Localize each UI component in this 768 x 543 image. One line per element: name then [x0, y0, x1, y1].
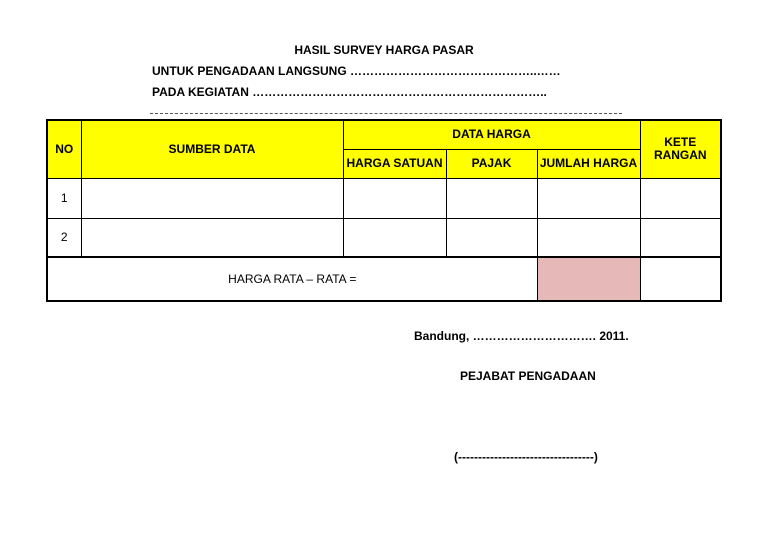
header-jumlah-harga: JUMLAH HARGA [537, 149, 640, 178]
average-value-cell [537, 257, 640, 301]
document-title: HASIL SURVEY HARGA PASAR [294, 43, 474, 57]
row-number: 1 [47, 178, 81, 218]
jumlah-harga-cell [537, 218, 640, 257]
header-sumber-data: SUMBER DATA [81, 120, 343, 178]
row-number: 2 [47, 218, 81, 257]
header-no: NO [47, 120, 81, 178]
harga-satuan-cell [343, 218, 446, 257]
average-row [47, 257, 721, 301]
price-survey-table [46, 119, 722, 302]
pajak-cell [446, 218, 537, 257]
header-data-harga: DATA HARGA [343, 120, 640, 149]
activity-line: PADA KEGIATAN ……………………………………………………………….. [152, 85, 547, 99]
procurement-line: UNTUK PENGADAAN LANGSUNG ………………………………………..…… [152, 64, 561, 78]
table-row [47, 178, 721, 218]
place-date-line: Bandung, …………………………. 2011. [414, 329, 629, 343]
sumber-data-cell [81, 218, 343, 257]
signature-line: (----------------------------------) [454, 450, 598, 464]
table-row [47, 218, 721, 257]
sumber-data-cell [81, 178, 343, 218]
header-harga-satuan: HARGA SATUAN [343, 149, 446, 178]
average-label: HARGA RATA – RATA = [47, 257, 537, 301]
official-title: PEJABAT PENGADAAN [460, 369, 596, 383]
keterangan-cell [640, 178, 721, 218]
jumlah-harga-cell [537, 178, 640, 218]
pajak-cell [446, 178, 537, 218]
harga-satuan-cell [343, 178, 446, 218]
header-pajak: PAJAK [446, 149, 537, 178]
average-keterangan-cell [640, 257, 721, 301]
dashed-separator [150, 113, 622, 114]
header-keterangan: KETE RANGAN [640, 120, 721, 178]
keterangan-cell [640, 218, 721, 257]
